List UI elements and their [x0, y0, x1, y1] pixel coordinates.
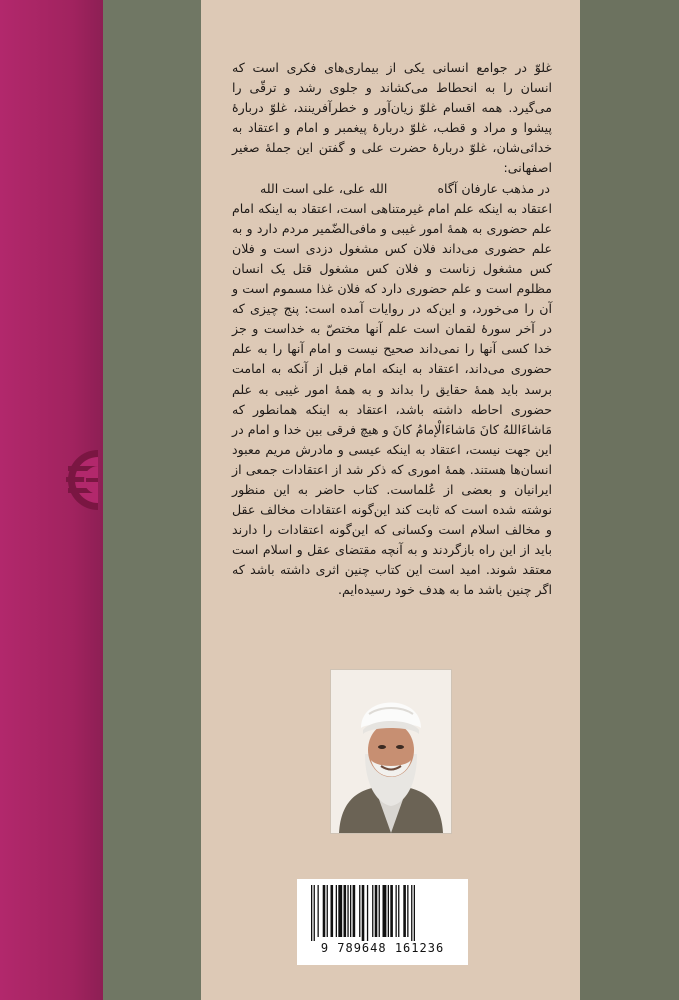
barcode-stripe — [311, 885, 312, 941]
barcode-stripe — [390, 885, 393, 937]
barcode-stripe — [327, 885, 328, 937]
barcode-stripe — [388, 885, 389, 937]
right-cover-band — [580, 0, 679, 1000]
back-cover-blurb — [232, 58, 552, 601]
barcode-stripe — [403, 885, 406, 937]
blurb-body: اعتقاد به اینکه علم امام غیرمتناهی است، اعتقاد به اینکه امام علم حضوری به همهٔ امور غیبی و مافی‌الضّمیر مردم دارد و به علم حضوری می‌داند فلان کس مشغول دزدی است و فلان کس مشغول زناست و فلان کس مشغول قتل یک انسان مظلوم است و علم حضوری دارد که فلان غذا مسموم است و آن را می‌خورد، و این‌که در روایات آمده است: پنج چیزی که در آخر سورهٔ لقمان است علم آنها مختصّ به خداست و جز خدا کسی آنها را نمی‌داند صحیح نیست و امام آنها را به علم حضوری می‌داند، اعتقاد به اینکه امام قبل از آنکه به امامت برسد باید همهٔ حقایق را بداند و به همهٔ امور غیبی به علم حضوری احاطه داشته باشد، اعتقاد به اینکه همانطور که مَاشاءَاللهُ کانَ مَاشاءَالْإمامُ کانَ و هیچ فرقی بین خدا و امام در این جهت نیست، اعتقاد به اینکه عیسی و مادرش مریم معبود انسان‌ها هستند. همهٔ اموری که ذکر شد از اعتقادات جمعی از ایرانیان و بعضی از عُلماست. کتاب حاضر به این منظور نوشته شده است که ثابت کند این‌گونه اعتقادات مخالف عقل و مخالف اسلام است وکسانی که این‌گونه اعتقادات را دارند باید از این راه بازگردند و به آنچه مقتضای عقل و اسلام است معتقد شوند. امید است این کتاب چنین اثری داشته باشد که اگر چنین باشد ما به هدف خود رسیده‌ایم. — [232, 200, 552, 598]
barcode-bars — [311, 885, 454, 941]
verse-first-half: در مذهب عارفان آگاه — [437, 180, 550, 196]
barcode-stripe — [350, 885, 351, 937]
barcode-stripe — [362, 885, 365, 941]
barcode-stripe — [353, 885, 356, 937]
barcode-stripe — [383, 885, 387, 937]
barcode-stripe — [318, 885, 319, 937]
barcode-stripe — [314, 885, 315, 941]
barcode-stripe — [367, 885, 368, 941]
barcode-stripe — [331, 885, 334, 937]
barcode-stripe — [407, 885, 408, 937]
barcode-stripe — [372, 885, 373, 937]
blurb-intro: غلوّ در جوامع انسانی یکی از بیماری‌های فکری است که انسان را به انحطاط می‌کشاند و جلوی رشد و ترقّی را می‌گیرد. همه اقسام غلوّ زیان‌آور و خطرآفرینند، غلوّ دربارهٔ پیشوا و مراد و قطب، غلوّ دربارهٔ پیغمبر و امام و اعتقاد به خدائی‌شان، غلوّ دربارهٔ حضرت علی و گفتن این جملهٔ صغیر اصفهانی: — [232, 60, 552, 176]
portrait-photo-icon — [331, 670, 451, 833]
publisher-logo-icon — [64, 448, 98, 512]
barcode-stripe — [379, 885, 380, 937]
barcode-stripe — [323, 885, 326, 937]
barcode-stripe — [336, 885, 337, 937]
barcode-stripe — [359, 885, 360, 937]
barcode — [297, 879, 468, 965]
barcode-stripe — [396, 885, 397, 937]
author-photo — [330, 669, 452, 834]
poem-verse — [232, 179, 552, 199]
barcode-stripe — [347, 885, 348, 937]
barcode-stripe — [344, 885, 347, 937]
barcode-stripe — [338, 885, 342, 937]
barcode-stripe — [414, 885, 415, 941]
verse-second-half: الله علی، علی است الله — [260, 180, 388, 196]
isbn-number: 9 789648 161236 — [320, 941, 445, 955]
barcode-stripe — [375, 885, 378, 937]
barcode-stripe — [411, 885, 412, 941]
left-cover-band — [103, 0, 201, 1000]
barcode-stripe — [398, 885, 399, 937]
